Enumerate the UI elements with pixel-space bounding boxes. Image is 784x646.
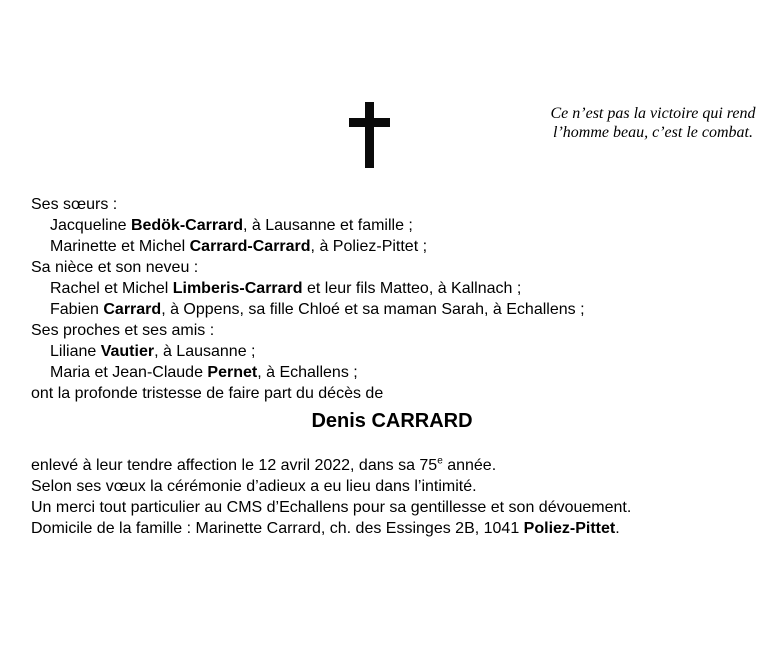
text-segment: enlevé à leur tendre affection le 12 avril 2022, dans sa 75 [31,457,438,474]
text-segment: Selon ses vœux la cérémonie d’adieux a eu lieu dans l’intimité. [31,478,477,495]
family-line [31,383,751,404]
text-segment: Un merci tout particulier au CMS d’Echallens pour sa gentillesse et son dévouement. [31,499,632,516]
text-segment: Sa nièce et son neveu : [31,259,199,276]
text-segment: , à Echallens ; [257,364,358,381]
family-line [31,299,751,320]
text-segment: Liliane [50,343,101,360]
family-line [31,320,751,341]
cross-vertical-bar [365,102,374,168]
family-line [31,257,751,278]
cross-horizontal-bar [349,118,390,127]
text-segment: , à Lausanne ; [154,343,256,360]
text-segment: Domicile de la famille : Marinette Carrard, ch. des Essinges 2B, 1041 [31,520,524,537]
text-segment: , à Poliez-Pittet ; [310,238,428,255]
text-segment: Maria et Jean-Claude [50,364,208,381]
family-line [31,362,751,383]
closing-line [31,497,761,518]
family-line [31,194,751,215]
family-line [31,278,751,299]
name-bold-segment: Limberis-Carrard [172,280,303,297]
family-line [31,341,751,362]
text-segment: Fabien [50,301,104,318]
text-segment: Ses proches et ses amis : [31,322,215,339]
name-bold-segment: Pernet [207,364,258,381]
name-bold-segment: Bedök-Carrard [130,217,243,234]
family-line [31,215,751,236]
text-segment: année. [442,457,497,474]
name-bold-segment: Poliez-Pittet [523,520,616,537]
text-segment: ont la profonde tristesse de faire part du décès de [31,385,384,402]
epigraph-line-2: l’homme beau, c’est le combat. [553,124,753,141]
name-bold-segment: Carrard-Carrard [189,238,311,255]
name-bold-segment: Carrard [103,301,162,318]
text-segment: Marinette et Michel [50,238,190,255]
text-segment: Jacqueline [50,217,131,234]
closing-line [31,455,761,476]
text-segment: , à Lausanne et famille ; [242,217,413,234]
text-segment: Ses sœurs : [31,196,118,213]
text-segment: . [615,520,620,537]
text-segment: e [437,455,443,467]
closing-list [31,455,761,539]
deceased-name: Denis CARRARD [311,410,473,432]
text-segment: et leur fils Matteo, à Kallnach ; [302,280,522,297]
closing-line [31,518,761,539]
family-line [31,236,751,257]
name-bold-segment: Vautier [100,343,155,360]
text-segment: , à Oppens, sa fille Chloé et sa maman Sarah, à Echallens ; [161,301,585,318]
epigraph [543,104,763,142]
text-segment: Rachel et Michel [50,280,173,297]
closing-line [31,476,761,497]
family-list [31,194,751,404]
epigraph-line-1: Ce n’est pas la victoire qui rend [550,105,756,122]
cross-icon [349,102,390,168]
